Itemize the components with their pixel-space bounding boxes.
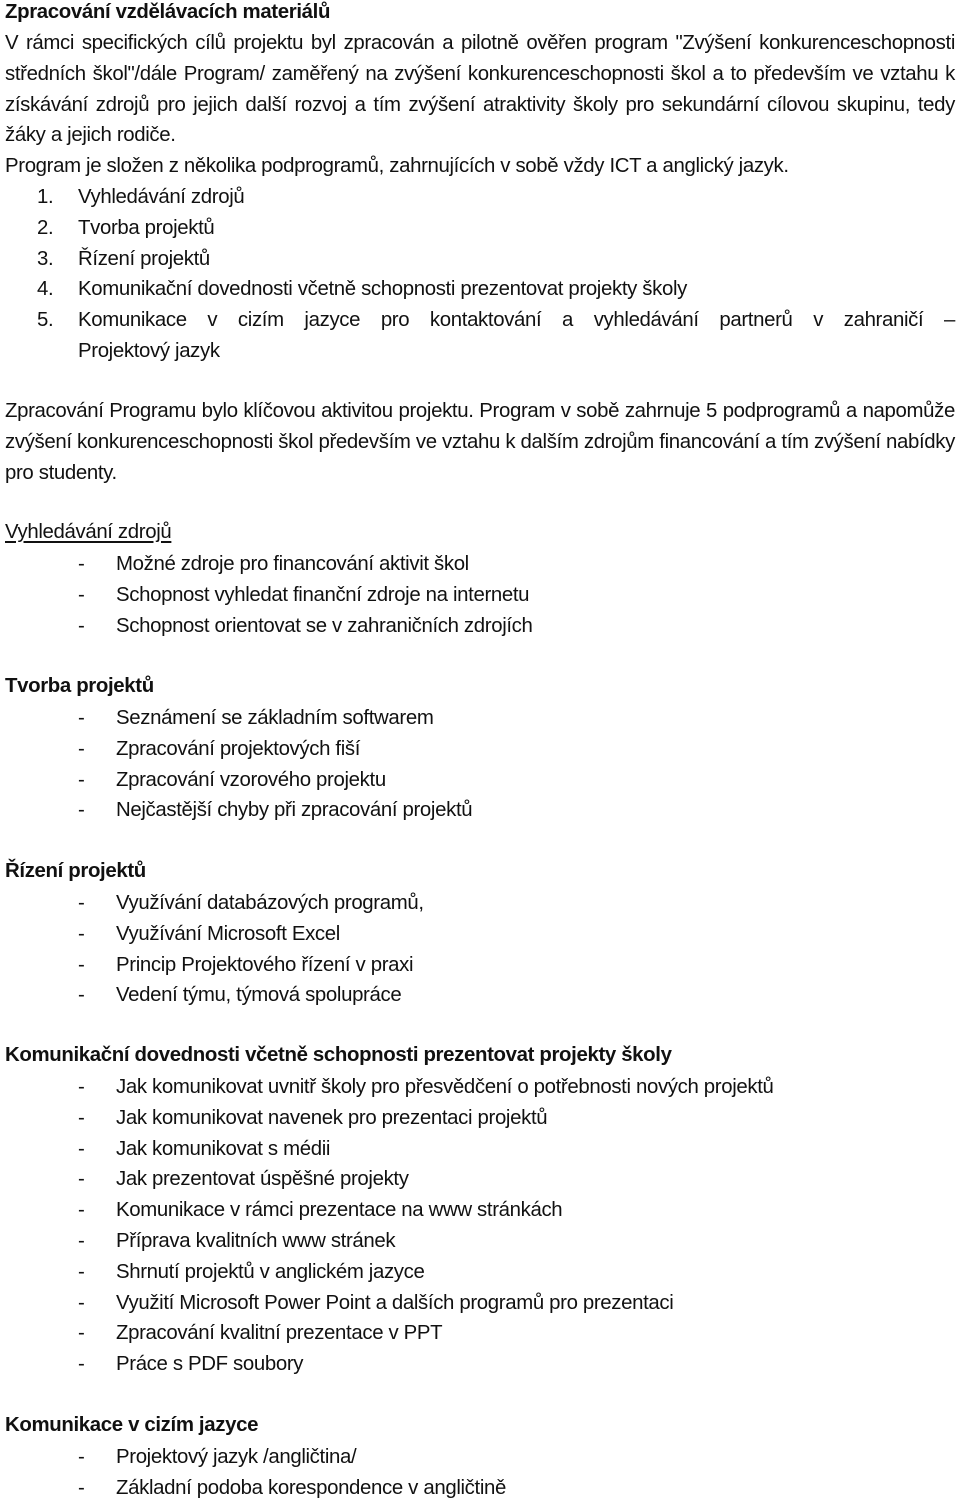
dash-bullet: -	[78, 553, 85, 575]
dash-bullet: -	[78, 1199, 85, 1222]
list-item: - Využívání Microsoft Excel	[5, 919, 424, 950]
list-item-text: Řízení projektů	[78, 247, 210, 270]
list-item-text: Komunikace v cizím jazyce pro kontaktování a vyhledávání partnerů v zahraničí –	[78, 309, 955, 332]
dash-bullet: -	[78, 737, 85, 760]
dash-bullet: -	[78, 1353, 85, 1376]
list-item: - Nejčastější chyby při zpracování projektů	[5, 795, 472, 826]
section-heading-rizeni: Řízení projektů	[5, 860, 146, 882]
dash-bullet: -	[78, 799, 85, 822]
list-item: - Komunikace v rámci prezentace na www stránkách	[5, 1195, 774, 1226]
section-heading-vyhledavani: Vyhledávání zdrojů	[5, 521, 172, 543]
document-title: Zpracování vzdělávacích materiálů	[5, 1, 331, 23]
list-number: 5.	[37, 309, 54, 332]
list-item: - Shrnutí projektů v anglickém jazyce	[5, 1257, 774, 1288]
list-item-text: Komunikační dovednosti včetně schopnosti prezentovat projekty školy	[78, 278, 688, 301]
dash-bullet: -	[78, 1106, 85, 1129]
dash-bullet: -	[78, 984, 85, 1007]
list-item: - Práce s PDF soubory	[5, 1349, 774, 1380]
list-item: - Seznámení se základním softwarem	[5, 703, 472, 734]
intro-lead: Program je složen z několika podprogramů, zahrnujících v sobě vždy ICT a anglický jazyk.	[5, 155, 789, 178]
dash-bullet: -	[78, 1076, 85, 1098]
list-item: - Zpracování projektových fiší	[5, 734, 472, 765]
list-item: - Jak prezentovat úspěšné projekty	[5, 1164, 774, 1195]
list-item: - Jak komunikovat navenek pro prezentaci projektů	[5, 1103, 774, 1134]
program-list	[5, 182, 955, 367]
dash-bullet: -	[78, 953, 85, 976]
dash-bullet: -	[78, 1229, 85, 1252]
dash-bullet: -	[78, 1446, 85, 1468]
intro-paragraph: V rámci specifických cílů projektu byl zpracován a pilotně ověřen program "Zvýšení konkurenceschopnosti středních škol"/dále Program/ zaměřený na zvýšení konkurenceschopnosti škol a to především ve vztahu k získávání zdrojů pro jejich další rozvoj a tím zvýšení atraktivity školy pro sekundární cílovou skupinu, tedy žáky a jejich rodiče.	[5, 32, 955, 147]
list-item: - Projektový jazyk /angličtina/	[5, 1442, 506, 1473]
list-item: - Jak komunikovat s médii	[5, 1134, 774, 1165]
section-list-vyhledavani	[5, 549, 533, 641]
program-list-continuation	[5, 336, 955, 367]
section-heading-tvorba: Tvorba projektů	[5, 675, 154, 697]
list-item: - Využívání databázových programů,	[5, 888, 424, 919]
dash-bullet: -	[78, 1322, 85, 1345]
program-list-item	[5, 305, 955, 336]
dash-bullet: -	[78, 1291, 85, 1314]
section-list-tvorba	[5, 703, 472, 826]
list-number: 3.	[37, 247, 54, 270]
summary-paragraph: Zpracování Programu bylo klíčovou aktivitou projektu. Program v sobě zahrnuje 5 podprogramů a napomůže zvýšení konkurenceschopnosti škol především ve vztahu k dalším zdrojům financování a tím zvýšení nabídky pro studenty.	[5, 400, 955, 484]
list-item: - Zpracování kvalitní prezentace v PPT	[5, 1318, 774, 1349]
dash-bullet: -	[78, 922, 85, 945]
list-item: - Vedení týmu, týmová spolupráce	[5, 980, 424, 1011]
list-item: - Jak komunikovat uvnitř školy pro přesvědčení o potřebnosti nových projektů	[5, 1072, 774, 1103]
list-item: - Využití Microsoft Power Point a dalších programů pro prezentaci	[5, 1288, 774, 1319]
program-list-item	[5, 244, 955, 275]
dash-bullet: -	[78, 1476, 85, 1499]
list-item-text: Projektový jazyk	[78, 339, 220, 362]
dash-bullet: -	[78, 583, 85, 606]
section-heading-cizi-jazyk: Komunikace v cizím jazyce	[5, 1414, 259, 1436]
dash-bullet: -	[78, 1260, 85, 1283]
dash-bullet: -	[78, 892, 85, 914]
dash-bullet: -	[78, 707, 85, 729]
section-heading-komunikacni: Komunikační dovednosti včetně schopnosti prezentovat projekty školy	[5, 1044, 672, 1066]
program-list-item	[5, 182, 955, 213]
dash-bullet: -	[78, 768, 85, 791]
dash-bullet: -	[78, 1168, 85, 1191]
list-item-text: Vyhledávání zdrojů	[78, 186, 245, 208]
section-list-cizi-jazyk	[5, 1442, 506, 1504]
list-item: - Schopnost vyhledat finanční zdroje na internetu	[5, 580, 533, 611]
list-item: - Možné zdroje pro financování aktivit škol	[5, 549, 533, 580]
list-item-text: Tvorba projektů	[78, 216, 215, 239]
list-item: - Princip Projektového řízení v praxi	[5, 950, 424, 981]
list-item: - Základní podoba korespondence v angličtině	[5, 1473, 506, 1504]
list-item: - Příprava kvalitních www stránek	[5, 1226, 774, 1257]
list-item: - Zpracování vzorového projektu	[5, 765, 472, 796]
program-list-item	[5, 274, 955, 305]
list-number: 1.	[37, 186, 54, 208]
list-number: 2.	[37, 216, 54, 239]
dash-bullet: -	[78, 614, 85, 637]
list-number: 4.	[37, 278, 54, 301]
program-list-item	[5, 213, 955, 244]
list-item: - Schopnost orientovat se v zahraničních zdrojích	[5, 611, 533, 642]
dash-bullet: -	[78, 1137, 85, 1160]
intro-block	[5, 28, 955, 182]
section-list-komunikacni	[5, 1072, 774, 1380]
section-list-rizeni	[5, 888, 424, 1011]
